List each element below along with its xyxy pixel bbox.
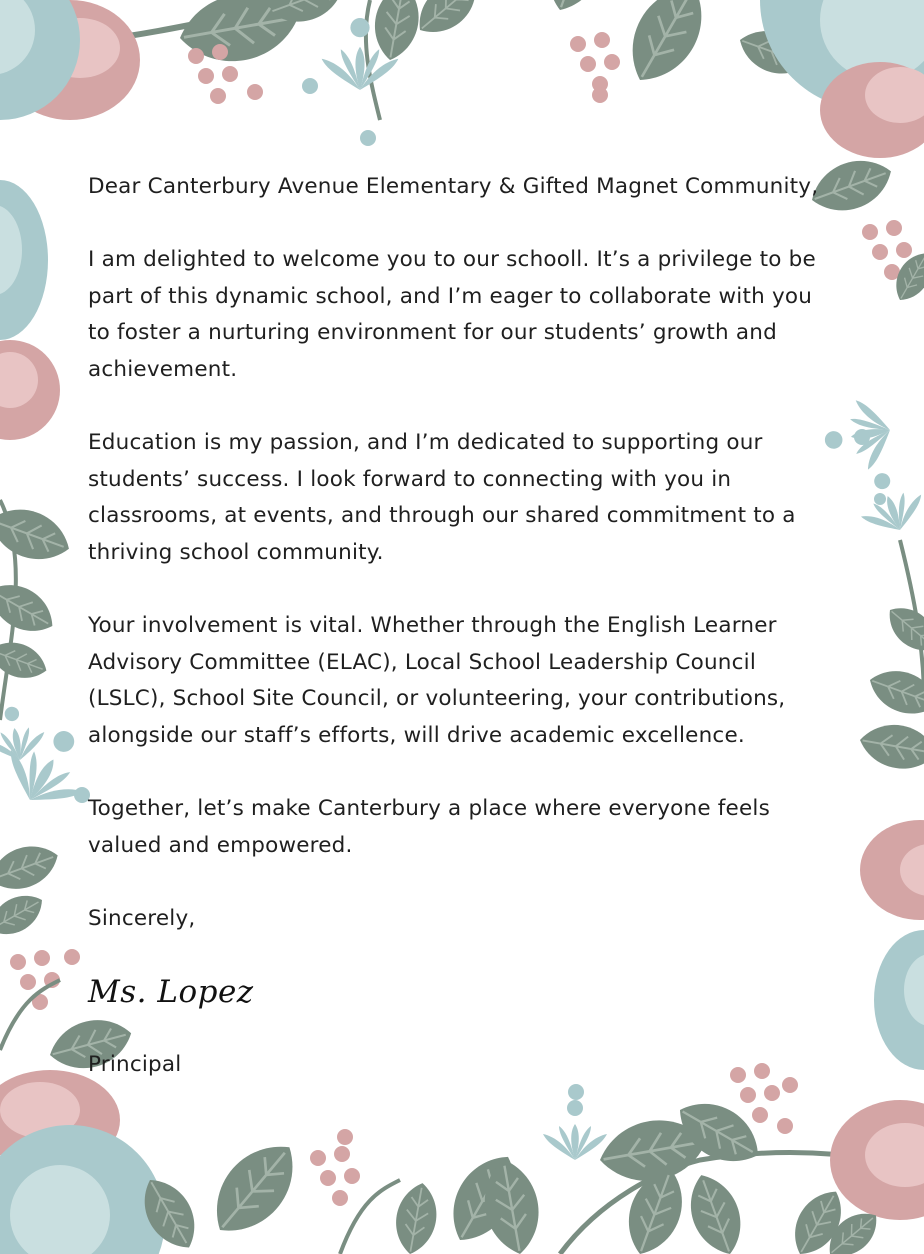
signature: Ms. Lopez	[88, 974, 254, 1011]
welcome-letter	[88, 169, 838, 1120]
letter-paragraph-1: I am delighted to welcome you to our schooll. It’s a privilege to be part of this dynamic school, and I’m eager to collaborate with you to foster a nurturing environment for our students’ growth and achievement.	[88, 247, 816, 382]
signer-title: Principal	[88, 1051, 182, 1077]
letter-closing: Sincerely,	[88, 905, 196, 931]
top-left-flowers	[0, 0, 488, 146]
letter-paragraph-2: Education is my passion, and I’m dedicated to supporting our students’ success. I look forward to connecting with you in classrooms, at events, and through our shared commitment to a thriving school community.	[88, 430, 796, 565]
letter-paragraph-3: Your involvement is vital. Whether through the English Learner Advisory Committee (ELAC), Local School Leadership Council (LSLC), School Site Council, or volunteering, your contributions, alongside our staff’s efforts, will drive academic excellence.	[88, 613, 786, 748]
letter-greeting: Dear Canterbury Avenue Elementary & Gifted Magnet Community,	[88, 174, 819, 199]
letter-paragraph-4: Together, let’s make Canterbury a place where everyone feels valued and empowered.	[88, 796, 770, 858]
